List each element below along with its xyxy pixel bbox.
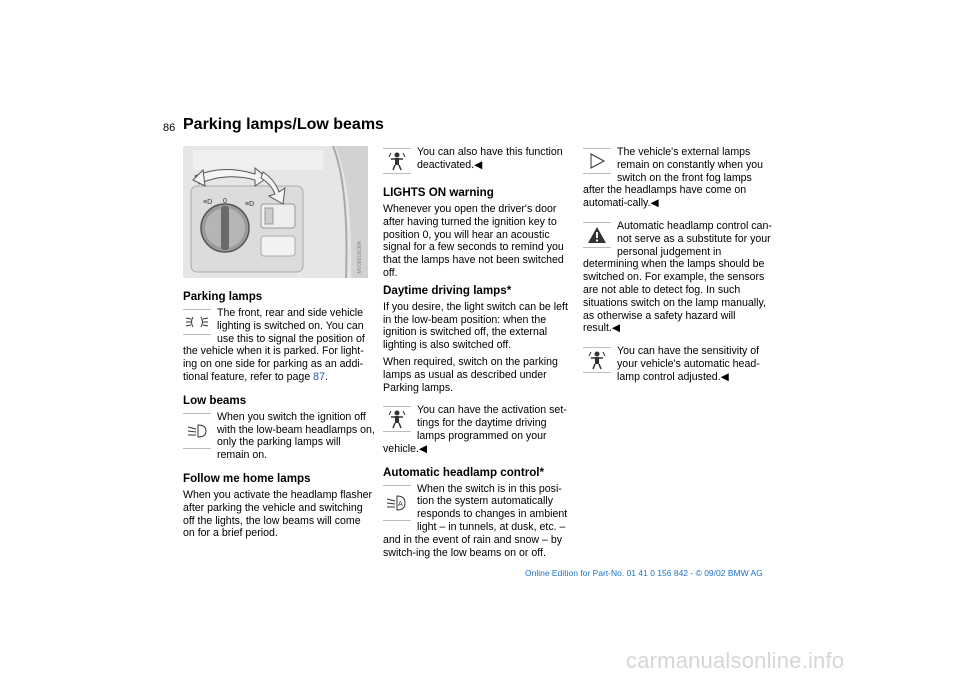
- warning-triangle-icon: [583, 222, 611, 248]
- service-person-icon: [383, 406, 411, 432]
- end-mark: ◀: [418, 442, 428, 455]
- heading-lights-on-warning: LIGHTS ON warning: [383, 186, 494, 199]
- page-number: 86: [163, 122, 176, 134]
- svg-text:0: 0: [223, 198, 227, 205]
- heading-follow-me-home: Follow me home lamps: [183, 471, 311, 485]
- lights-on-text: Whenever you open the driver's door after having turned the ignition key to position 0, you will hear an acoustic signal for a few seconds to remind you that the lamps have not been switched off.: [383, 203, 564, 279]
- light-switch-figure: [183, 146, 368, 278]
- daytime-note: [383, 404, 575, 455]
- fog-lamps-note: [583, 146, 775, 210]
- column-1: [183, 146, 375, 544]
- parking-lamps-text: [183, 307, 375, 384]
- watermark: carmanualsonline.info: [626, 648, 845, 673]
- service-person-icon: [383, 148, 411, 174]
- end-mark: ◀: [611, 322, 621, 335]
- svg-text:A: A: [398, 499, 403, 508]
- end-mark: ◀: [474, 158, 483, 171]
- follow-me-home-text: When you activate the headlamp flasher after parking the vehicle and switching off the lights, the low beams will come on for a brief period.: [183, 488, 373, 540]
- figure-code: MV09619CMA: [357, 241, 364, 274]
- page-title: Parking lamps/Low beams: [183, 116, 384, 133]
- sensitivity-note-body: You can have the sensitivity of your vehicle's automatic head-lamp control adjusted.: [617, 345, 760, 383]
- svg-text:≡D: ≡D: [203, 199, 213, 206]
- parking-lamps-period: .: [324, 370, 328, 383]
- auto-headlamp-icon: [383, 485, 411, 521]
- deactivate-note-text: [383, 146, 575, 172]
- safety-warning-text: [583, 220, 775, 335]
- deactivate-note-body: You can also have this function deactivated.: [417, 146, 563, 171]
- end-mark: ◀: [650, 197, 659, 210]
- automatic-headlamp-section: [383, 483, 575, 560]
- safety-warning: [583, 220, 775, 335]
- low-beams-text: When you switch the ignition off with the low-beam headlamps on, only the parking lamps will remain on.: [217, 410, 375, 462]
- fog-lamps-note-text: [583, 146, 775, 210]
- light-switch-illustration: [183, 146, 368, 278]
- daytime-note-text: [383, 404, 575, 455]
- heading-low-beams: Low beams: [183, 393, 247, 407]
- heading-daytime-driving-lamps: Daytime driving lamps*: [383, 283, 512, 297]
- fog-lamps-note-body: The vehicle's external lamps remain on constantly when you switch on the front fog lamps after the headlamps have come on automati-cally.: [583, 146, 764, 210]
- page-87-link[interactable]: 87: [313, 370, 325, 383]
- column-2: [383, 146, 575, 569]
- automatic-headlamp-text: When the switch is in this posi-tion the system automatically responds to changes in ambient light – in tunnels, at dusk, etc. – and in the event of rain and snow – by switch-ing the low beams on or off.: [383, 482, 568, 559]
- daytime-text-2: When required, switch on the parking lamps as usual as described under Parking lamps.: [383, 355, 558, 394]
- safety-warning-body: Automatic headlamp control can-not serve as a substitute for your personal judgement in determining when the lamps should be switched on. For example, the sensors are not able to detect fog. In such situations switch on the lamp manually, as otherwise a safety hazard will result.: [583, 219, 772, 335]
- footer-edition: Online Edition for Part-No. 01 41 0 156 842 - © 09/02 BMW AG: [525, 568, 763, 578]
- column-3: [583, 146, 775, 394]
- heading-parking-lamps: Parking lamps: [183, 290, 263, 303]
- end-mark: ◀: [720, 370, 729, 383]
- low-beams-section: [183, 411, 375, 462]
- sensitivity-note-text: [583, 345, 775, 383]
- heading-automatic-headlamp-control: Automatic headlamp control*: [383, 465, 545, 479]
- daytime-text-1: If you desire, the light switch can be left in the low-beam position: when the ignition is switched off, the external lighting is also switched off.: [383, 300, 568, 352]
- sensitivity-note: [583, 345, 775, 383]
- parking-lamps-section: [183, 307, 375, 384]
- deactivate-note: [383, 146, 575, 176]
- parking-lamps-icon: [183, 309, 211, 335]
- parking-lamps-body: The front, rear and side vehicle lighting is switched on. You can use this to signal the position of the vehicle when it is parked. For light-ing on one side for parking as an addi-tional feature, refer to page: [183, 307, 365, 383]
- svg-text:≡D: ≡D: [245, 201, 255, 208]
- daytime-note-body: You can have the activation set-tings for the daytime driving lamps programmed on your vehicle.: [383, 404, 567, 455]
- low-beam-icon: [183, 413, 211, 449]
- note-triangle-icon: [583, 148, 611, 174]
- service-person-icon: [583, 347, 611, 373]
